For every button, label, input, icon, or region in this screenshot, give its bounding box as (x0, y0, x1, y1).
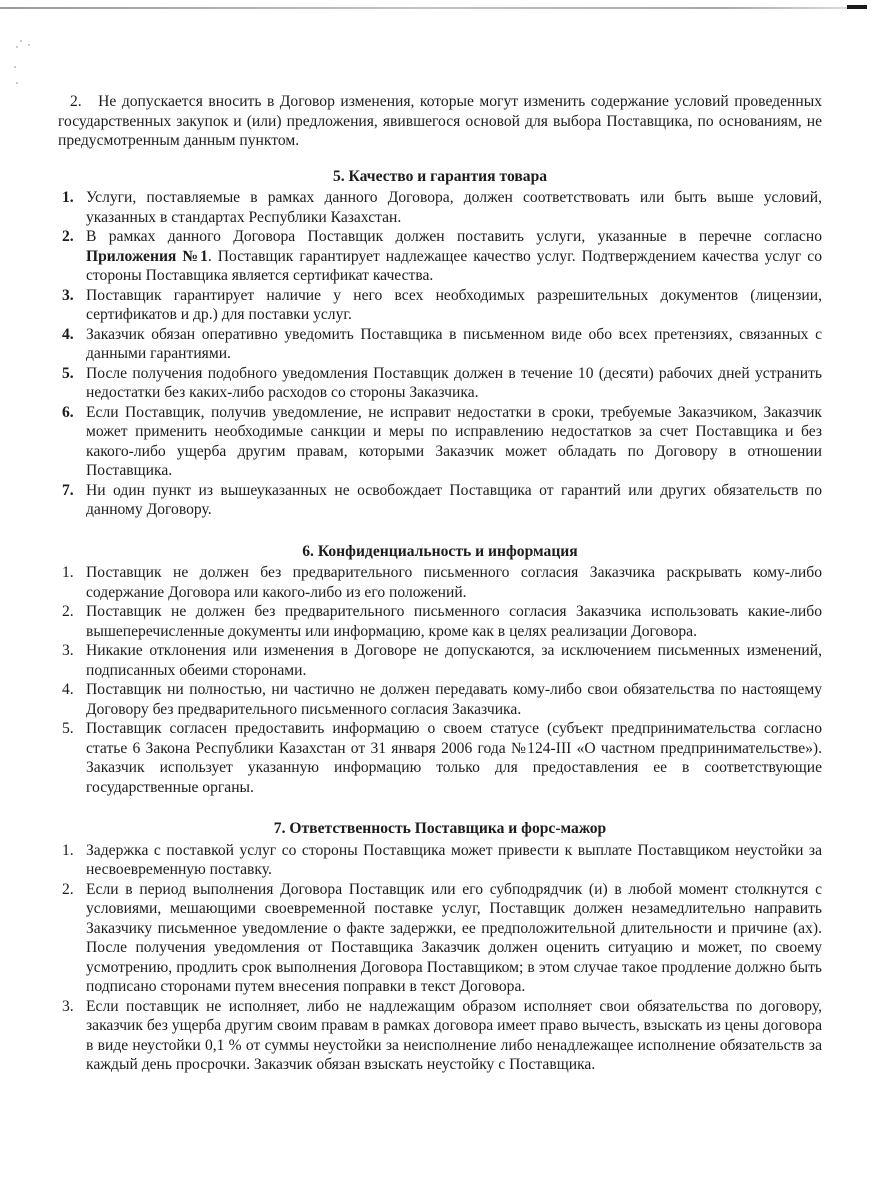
clause-text: Заказчик обязан оперативно уведомить Поставщика в письменном виде обо всех претензиях, связанных с данными гарантиями. (86, 325, 822, 362)
document-page (58, 92, 822, 1075)
clause-item (58, 227, 822, 286)
clause-item (58, 325, 822, 364)
section-title: 7. Ответственность Поставщика и форс-мажор (273, 820, 607, 837)
clause-list (58, 563, 822, 797)
clause-number: 3. (62, 286, 74, 304)
clause-text: . Поставщик гарантирует надлежащее качество услуг. Подтверждением качества услуг со стороны Поставщика является сертификат качества. (86, 247, 822, 284)
clause-text: Услуги, поставляемые в рамках данного Договора, должен соответствовать или быть выше условий, указанных в стандартах Республики Казахстан. (86, 189, 822, 226)
clause-item (58, 641, 822, 680)
speck (28, 44, 30, 46)
speck (16, 46, 18, 48)
clause-text: В рамках данного Договора Поставщик должен поставить услуги, указанные в перечне согласно (86, 228, 822, 245)
clause-item (58, 841, 822, 880)
intro-number: 2. (70, 93, 82, 110)
clause-number: 3. (62, 997, 74, 1015)
clause-number: 5. (62, 720, 74, 737)
speck (20, 40, 22, 42)
section-title: 5. Качество и гарантия товара (332, 167, 548, 185)
clause-text: Поставщик ни полностью, ни частично не должен передавать кому-либо свои обязательства по настоящему Договору без предварительного письменного согласия Заказчика. (86, 681, 822, 718)
clause-item (58, 880, 822, 997)
clause-number: 1. (62, 189, 74, 206)
clause-number: 5. (62, 364, 74, 382)
clause-item (58, 563, 822, 602)
clause-number: 2. (62, 228, 74, 245)
clause-item (58, 481, 822, 520)
scan-top-border-line (0, 7, 848, 9)
clause-text: Поставщик гарантирует наличие у него всех необходимых разрешительных документов (лицензии, сертификатов и др.) для поставки услуг. (86, 286, 822, 323)
clause-number: 2. (62, 880, 74, 898)
section-quality-guarantee (58, 167, 822, 520)
section-liability-force-majeure (58, 819, 822, 1075)
clause-text: Поставщик не должен без предварительного письменного согласия Заказчика использовать какие-либо вышеперечисленные документы или информацию, кроме как в целях реализации Договора. (86, 603, 822, 640)
clause-text: Никакие отклонения или изменения в Договоре не допускаются, за исключением письменных изменений, подписанных обеими сторонами. (86, 642, 822, 679)
section-title: 6. Конфиденциальность и информация (302, 542, 578, 560)
clause-item (58, 286, 822, 325)
clause-text: Если поставщик не исполняет, либо не надлежащим образом исполняет свои обязательства по договору, заказчик без ущерба другим своим правам в рамках договора имеет право вычесть, взыскать из цены договора в виде неустойки 0,1 % от суммы неустойки за неисполнение либо ненадлежащее исполнение обязательств за каждый день просрочки. Заказчик обязан взыскать неустойку с Поставщика. (86, 997, 822, 1073)
speck (16, 82, 18, 84)
speck (14, 66, 16, 68)
clause-text: Ни один пункт из вышеуказанных не освобождает Поставщика от гарантий или других обязательств по данному Договору. (86, 481, 822, 518)
scan-top-border-mark (847, 5, 867, 9)
intro-paragraph (58, 92, 822, 151)
clause-text: Если Поставщик, получив уведомление, не исправит недостатки в сроки, требуемые Заказчиком, Заказчик может применить необходимые санкции и меры по исправлению недостатков за счет Поставщика и без какого-либо ущерба другим правам, которыми Заказчик может обладать по Договору в отношении Поставщика. (86, 403, 822, 479)
section-confidentiality (58, 542, 822, 798)
clause-number: 1. (62, 841, 74, 859)
clause-item (58, 188, 822, 227)
clause-text: После получения подобного уведомления Поставщик должен в течение 10 (десяти) рабочих дней устранить недостатки без каких-либо расходов со стороны Заказчика. (86, 364, 822, 401)
intro-text: Не допускается вносить в Договор изменения, которые могут изменить содержание условий проведенных государственных закупок и (или) предложения, явившегося основой для выбора Поставщика, по основаниям, не предусмотренным данным пунктом. (58, 93, 822, 149)
clause-item (58, 680, 822, 719)
clause-item (58, 719, 822, 797)
clause-number: 7. (62, 481, 74, 499)
clause-item (58, 602, 822, 641)
clause-number: 4. (62, 325, 74, 343)
clause-list (58, 188, 822, 520)
clause-text: Если в период выполнения Договора Поставщик или его субподрядчик (и) в любой момент столкнутся с условиями, мешающими своевременной поставке услуг, Поставщик должен незамедлительно направить Заказчику письменное уведомление о факте задержки, ее предположительной длительности и причине (ах). После получения уведомления от Поставщика Заказчик должен оценить ситуацию и может, по своему усмотрению, продлить срок выполнения Договора Поставщиком; в этом случае такое продление должно быть подписано сторонами путем внесения поправки в текст Договора. (86, 880, 822, 995)
clause-list (58, 841, 822, 1075)
clause-item (58, 364, 822, 403)
clause-item (58, 997, 822, 1075)
clause-number: 1. (62, 564, 74, 581)
clause-text: Задержка с поставкой услуг со стороны Поставщика может привести к выплате Поставщиком неустойки за несвоевременную поставку. (86, 841, 822, 878)
scan-margin-specks (14, 40, 34, 90)
clause-item (58, 403, 822, 481)
clause-number: 6. (62, 403, 74, 421)
clause-number: 2. (62, 603, 74, 620)
clause-number: 4. (62, 681, 74, 698)
clause-number: 3. (62, 642, 74, 659)
clause-text: Поставщик не должен без предварительного письменного согласия Заказчика раскрывать кому-либо содержание Договора или какого-либо из его положений. (86, 564, 822, 601)
appendix-reference: Приложения №1 (86, 247, 208, 265)
clause-text: Поставщик согласен предоставить информацию о своем статусе (субъект предпринимательства согласно статье 6 Закона Республики Казахстан от 31 января 2006 года №124-III «О частном предпринимательстве»). Заказчик использует указанную информацию только для предоставления ее в соответствующие государственные органы. (86, 720, 822, 796)
